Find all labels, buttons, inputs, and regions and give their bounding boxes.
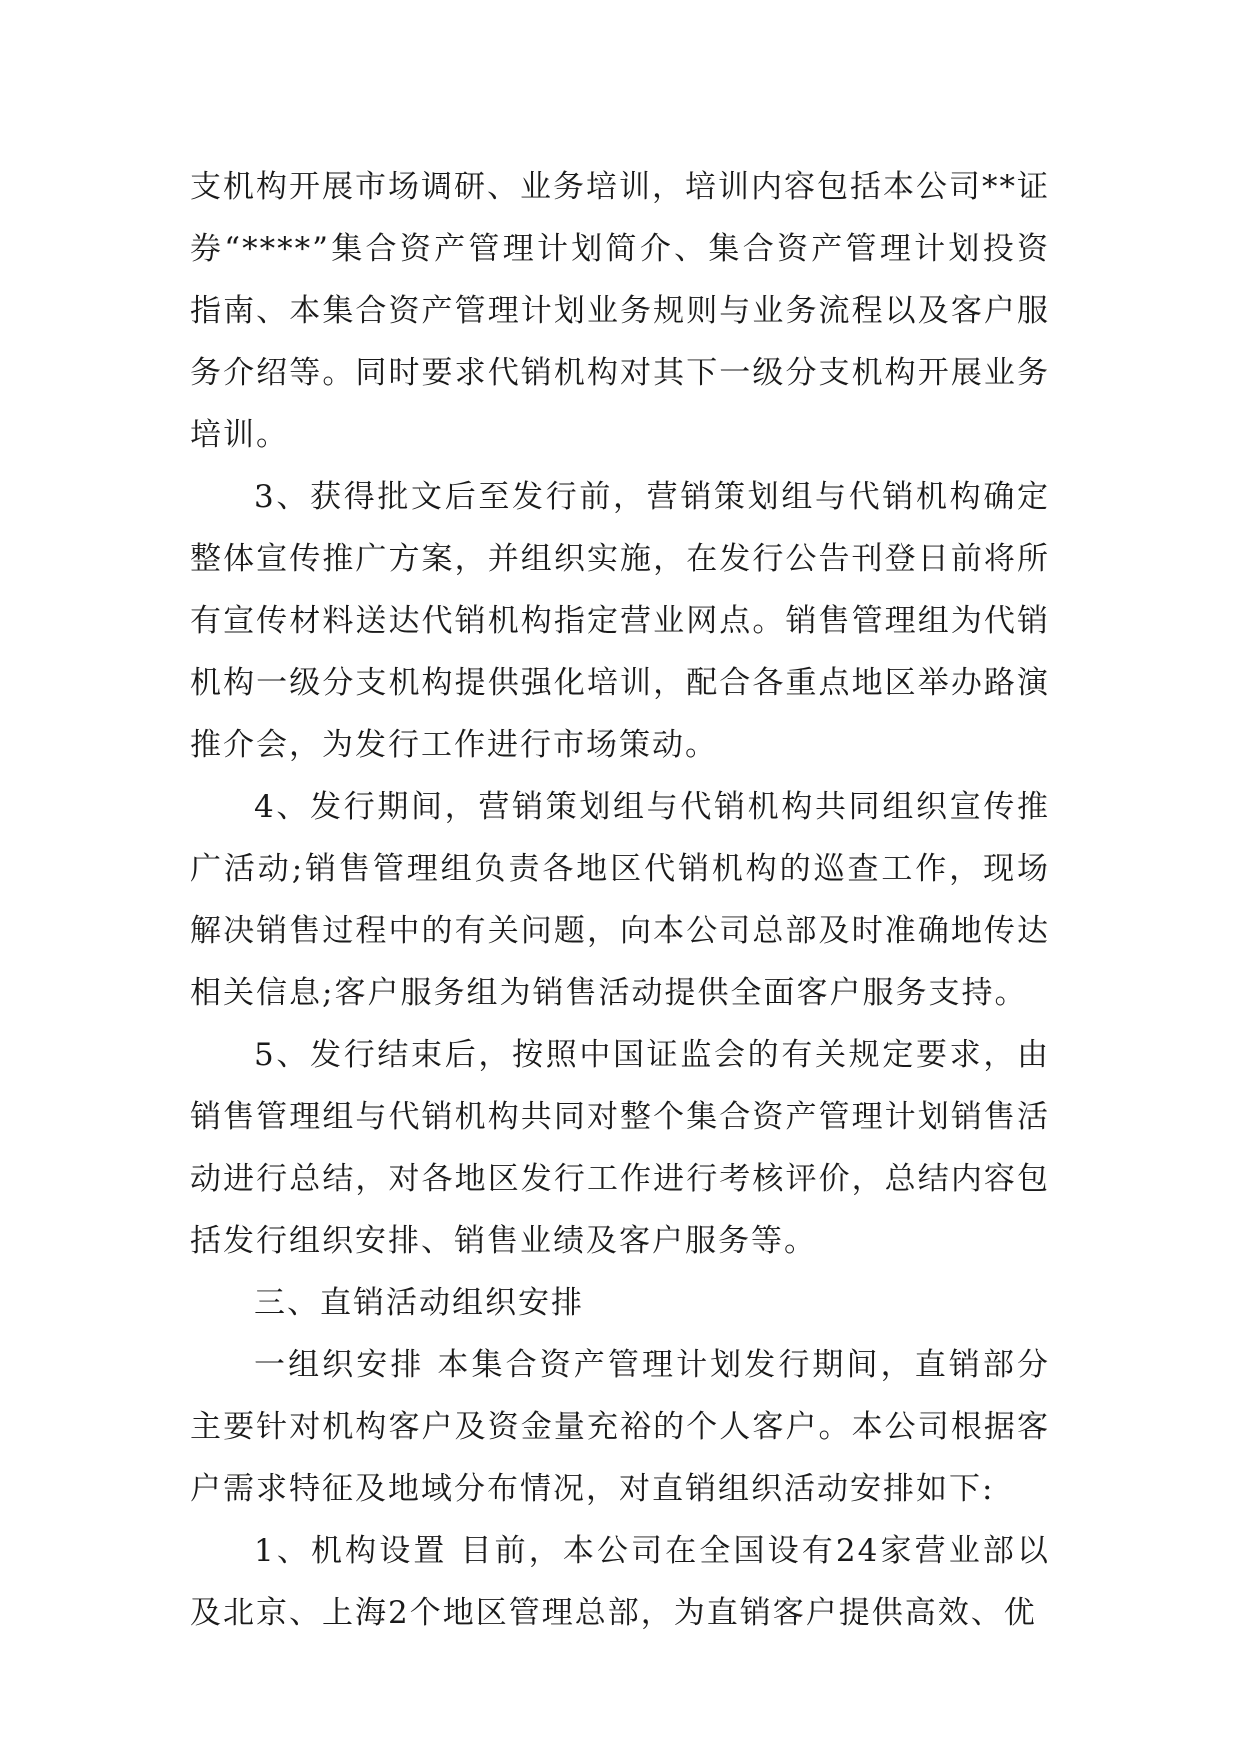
paragraph-training-continuation: 支机构开展市场调研、业务培训，培训内容包括本公司**证券“****”集合资产管理计划简介、集合资产管理计划投资指南、本集合资产管理计划业务规则与业务流程以及客户服务介绍等。同时要求代销机构对其下一级分支机构开展业务培训。 bbox=[190, 169, 1050, 453]
section-heading-direct-sales: 三、直销活动组织安排 bbox=[254, 1285, 584, 1321]
document-body bbox=[190, 156, 1050, 1644]
paragraph-organization: 一组织安排 本集合资产管理计划发行期间，直销部分主要针对机构客户及资金量充裕的个人客户。本公司根据客户需求特征及地域分布情况，对直销组织活动安排如下: bbox=[190, 1347, 1050, 1507]
paragraph-institution-setup: 1、机构设置 目前，本公司在全国设有24家营业部以及北京、上海2个地区管理总部，为直销客户提供高效、优 bbox=[190, 1533, 1050, 1631]
paragraph-item-4: 4、发行期间，营销策划组与代销机构共同组织宣传推广活动;销售管理组负责各地区代销机构的巡查工作，现场解决销售过程中的有关问题，向本公司总部及时准确地传达相关信息;客户服务组为销售活动提供全面客户服务支持。 bbox=[190, 789, 1050, 1011]
paragraph-item-3: 3、获得批文后至发行前，营销策划组与代销机构确定整体宣传推广方案，并组织实施，在发行公告刊登日前将所有宣传材料送达代销机构指定营业网点。销售管理组为代销机构一级分支机构提供强化培训，配合各重点地区举办路演推介会，为发行工作进行市场策动。 bbox=[190, 479, 1050, 763]
paragraph-item-5: 5、发行结束后，按照中国证监会的有关规定要求，由销售管理组与代销机构共同对整个集合资产管理计划销售活动进行总结，对各地区发行工作进行考核评价，总结内容包括发行组织安排、销售业绩及客户服务等。 bbox=[190, 1037, 1050, 1259]
